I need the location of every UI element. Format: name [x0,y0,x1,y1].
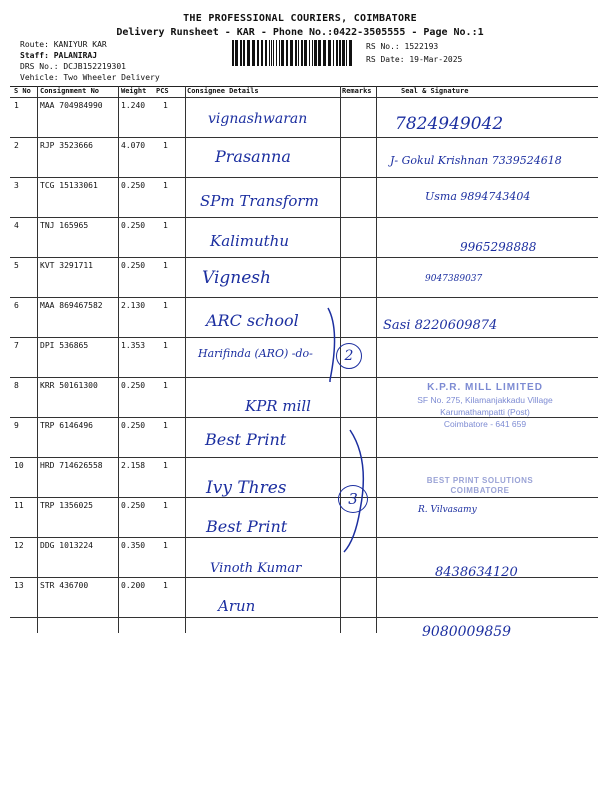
runsheet-subtitle: Delivery Runsheet - KAR - Phone No.:0422-3505555 - Page No.:1 [116,27,484,38]
drs-label: DRS No.: DCJB152219301 [20,62,126,71]
kpr-stamp-line4: Coimbatore - 641 659 [443,419,527,429]
table-row [10,258,598,298]
cell-weight: 0.350 [121,541,146,550]
barcode-bar [252,40,255,66]
hw-consignee-7: Harifinda (ARO) -do- [198,347,313,360]
barcode-bar [339,40,341,66]
barcode-bar [243,40,245,66]
cell-sno: 10 [14,461,24,470]
barcode-bar [279,40,280,66]
barcode-bar [286,40,288,66]
cell-weight: 0.250 [121,181,146,190]
hw-consignee-2: Prasanna [215,147,291,166]
barcode-bar [273,40,274,66]
table-row [10,578,598,618]
col-rule [37,86,38,633]
barcode-bar [240,40,242,66]
hw-sign-3: Usma 9894743404 [425,190,531,203]
col-sno: S No [14,87,31,95]
kpr-stamp-line1: K.P.R. MILL LIMITED [427,382,543,393]
hw-sign-12: 8438634120 [435,565,518,580]
best-print-stamp [400,476,560,496]
cell-consignment: MAA 704984990 [40,101,103,110]
barcode-bar [346,40,347,66]
cell-sno: 6 [14,301,19,310]
best-stamp-line2: COIMBATORE [450,486,510,495]
bracket-strokes [300,300,380,560]
cell-consignment: HRD 714626558 [40,461,103,470]
col-rule [118,86,119,633]
cell-sno: 4 [14,221,19,230]
barcode-bar [295,40,297,66]
hw-consignee-1: vignashwaran [208,111,308,127]
barcode-bar [257,40,259,66]
cell-sno: 3 [14,181,19,190]
cell-pcs: 1 [163,301,168,310]
best-stamp-line1: BEST PRINT SOLUTIONS [426,476,534,485]
hw-consignee-6: ARC school [206,311,299,330]
hw-consignee-9: Best Print [205,430,287,449]
col-pcs: PCS [156,87,169,95]
barcode-bar [301,40,303,66]
cell-pcs: 1 [163,461,168,470]
cell-consignment: TCG 15133061 [40,181,98,190]
hw-remark-2: 2 [336,343,362,369]
cell-sno: 1 [14,101,19,110]
hw-sign-5: 9047389037 [425,274,483,284]
cell-pcs: 1 [163,501,168,510]
cell-weight: 1.240 [121,101,146,110]
cell-weight: 0.250 [121,421,146,430]
barcode-bar [312,40,313,66]
hw-consignee-13: Arun [218,597,256,615]
barcode-bar [314,40,317,66]
cell-pcs: 1 [163,101,168,110]
cell-sno: 12 [14,541,24,550]
barcode [232,40,354,66]
rs-number: RS No.: 1522193 [366,42,439,51]
barcode-bar [271,40,272,66]
cell-weight: 2.130 [121,301,146,310]
hw-consignee-12: Vinoth Kumar [210,561,302,576]
cell-consignment: TRP 1356025 [40,501,93,510]
cell-consignment: TNJ 165965 [40,221,89,230]
barcode-bar [290,40,293,66]
hw-consignee-4: Kalimuthu [210,232,289,250]
cell-sno: 2 [14,141,19,150]
hw-sign-11: R. Vilvasamy [418,505,477,515]
barcode-bar [235,40,238,66]
cell-weight: 0.250 [121,381,146,390]
cell-consignment: DDG 1013224 [40,541,93,550]
barcode-bar [247,40,250,66]
hw-consignee-3: SPm Transform [200,192,319,210]
barcode-bar [304,40,307,66]
hw-sign-1: 7824949042 [395,114,504,134]
barcode-bar [269,40,270,66]
cell-sno: 7 [14,341,19,350]
hw-consignee-11: Best Print [206,517,288,536]
cell-sno: 11 [14,501,24,510]
barcode-bar [298,40,299,66]
cell-consignment: DPI 536865 [40,341,89,350]
cell-pcs: 1 [163,581,168,590]
kpr-stamp-line3: Karumathampatti (Post) [440,407,530,417]
barcode-bar [323,40,326,66]
cell-sno: 13 [14,581,24,590]
cell-pcs: 1 [163,341,168,350]
hw-consignee-5: Vignesh [202,268,271,288]
kpr-stamp [390,382,580,430]
barcode-bar [265,40,267,66]
hw-sign-13: 9080009859 [422,624,512,640]
cell-weight: 4.070 [121,141,146,150]
barcode-bar [333,40,334,66]
barcode-bar [328,40,331,66]
barcode-bar [276,40,277,66]
cell-consignment: KVT 3291711 [40,261,93,270]
hw-sign-2: J- Gokul Krishnan 7339524618 [390,154,562,167]
staff-label: Staff: PALANIRAJ [20,51,98,60]
col-remarks: Remarks [342,87,372,95]
table-header [10,86,598,97]
col-consignee: Consignee Details [187,87,259,95]
hw-consignee-8: KPR mill [245,397,311,415]
hw-sign-6: Sasi 8220609874 [383,318,498,333]
col-consignment: Consignment No [40,87,100,95]
hw-sign-4: 9965298888 [460,240,537,254]
cell-consignment: MAA 869467582 [40,301,103,310]
cell-weight: 2.158 [121,461,146,470]
barcode-bar [318,40,321,66]
col-seal: Seal & Signature [401,87,469,95]
company-title: THE PROFESSIONAL COURIERS, COIMBATORE [183,13,417,24]
cell-consignment: RJP 3523666 [40,141,93,150]
cell-sno: 9 [14,421,19,430]
cell-pcs: 1 [163,141,168,150]
kpr-stamp-line2: SF No. 275, Kilamanjakkadu Village [417,395,553,405]
col-weight: Weight [121,87,147,95]
cell-pcs: 1 [163,221,168,230]
barcode-bar [281,40,284,66]
barcode-bar [261,40,263,66]
barcode-bar [349,40,352,66]
cell-consignment: STR 436700 [40,581,89,590]
barcode-bar [336,40,338,66]
cell-pcs: 1 [163,181,168,190]
cell-pcs: 1 [163,381,168,390]
cell-sno: 5 [14,261,19,270]
cell-weight: 0.200 [121,581,146,590]
cell-sno: 8 [14,381,19,390]
cell-weight: 0.250 [121,501,146,510]
cell-pcs: 1 [163,541,168,550]
route-label: Route: KANIYUR KAR [20,40,107,49]
hw-consignee-10: Ivy Thres [206,478,287,498]
barcode-bar [309,40,310,66]
hw-remark-3: 3 [338,485,368,513]
col-rule [185,86,186,633]
cell-consignment: TRP 6146496 [40,421,93,430]
cell-weight: 0.250 [121,221,146,230]
barcode-bar [232,40,234,66]
barcode-bar [342,40,345,66]
cell-pcs: 1 [163,421,168,430]
rs-date: RS Date: 19-Mar-2025 [366,55,463,64]
cell-weight: 1.353 [121,341,146,350]
cell-weight: 0.250 [121,261,146,270]
vehicle-label: Vehicle: Two Wheeler Delivery [20,73,160,82]
cell-consignment: KRR 50161300 [40,381,98,390]
cell-pcs: 1 [163,261,168,270]
